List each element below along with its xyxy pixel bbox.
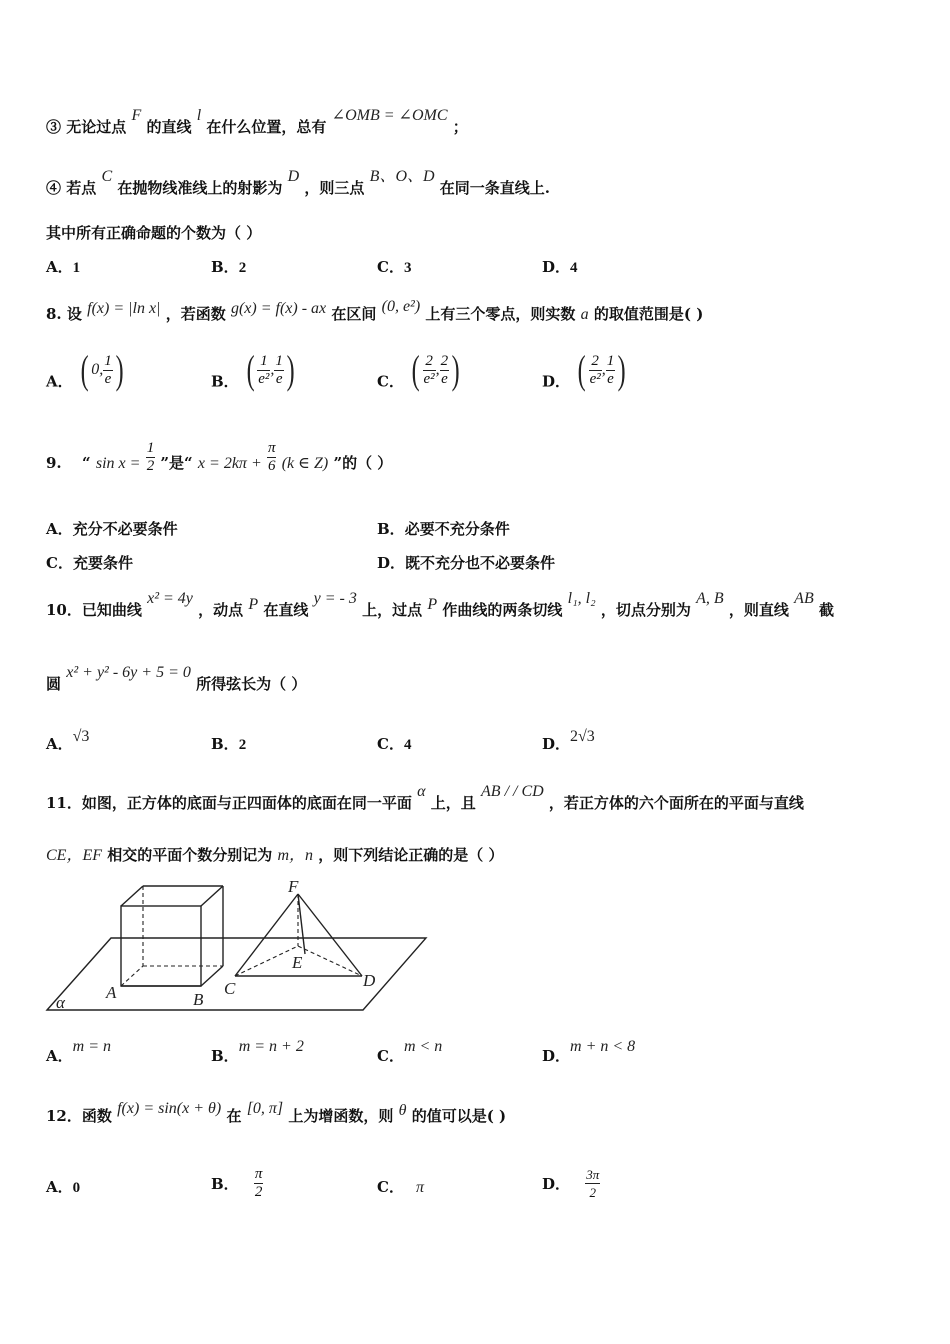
option-value: 1 xyxy=(72,260,81,276)
q10-option-a[interactable] xyxy=(46,728,90,754)
frac-num: 2 xyxy=(423,353,436,371)
option-value: √3 xyxy=(72,728,90,745)
q12-option-a[interactable] xyxy=(46,1176,80,1197)
statement-4-text-2: 在抛物线准线上的射影为 xyxy=(117,179,283,197)
q11-option-a[interactable] xyxy=(46,1038,111,1066)
q8-option-b[interactable] xyxy=(211,347,297,392)
q10-option-b[interactable] xyxy=(211,733,246,754)
q12-option-c[interactable] xyxy=(377,1176,424,1197)
frac-den: 2 xyxy=(589,1185,596,1200)
point-d: D xyxy=(287,168,300,185)
q7-option-c[interactable] xyxy=(377,256,411,277)
frac-den: e² xyxy=(423,370,435,387)
option-label: B． xyxy=(211,735,239,753)
option-label: B． xyxy=(211,258,239,276)
option-label: C． xyxy=(377,1047,404,1065)
tangent-points: A, B xyxy=(696,590,724,607)
frac-num: π xyxy=(267,440,276,456)
q11-option-b[interactable] xyxy=(211,1038,304,1066)
q10-text-8: 圆 xyxy=(46,675,62,693)
option-text: 必要不充分条件 xyxy=(404,520,510,538)
frac-den: e xyxy=(104,370,112,387)
comma: , xyxy=(601,361,606,378)
line-equation: y = - 3 xyxy=(313,590,357,607)
q11-stem-2 xyxy=(46,842,504,865)
point-c: C xyxy=(101,168,113,185)
plane-alpha: α xyxy=(417,783,426,800)
q12-stem xyxy=(46,1100,507,1126)
frac-den: e xyxy=(275,370,283,387)
left-paren: ( xyxy=(577,347,586,392)
q10-text-4: 作曲线的两条切线 xyxy=(442,601,563,619)
option-label: D． xyxy=(542,1175,571,1193)
three-points: B、O、D xyxy=(369,168,435,185)
frac-den: e xyxy=(607,370,614,387)
q12-option-d[interactable] xyxy=(542,1166,600,1201)
frac-den: e xyxy=(441,370,448,387)
q11-text-3: 相交的平面个数分别记为 xyxy=(107,846,273,864)
q10-text-5: ，切点分别为 xyxy=(600,601,691,619)
q9-option-d[interactable] xyxy=(377,552,555,573)
q11-text-2: ，若正方体的六个面所在的平面与直线 xyxy=(548,794,804,812)
frac-num: 3π xyxy=(586,1167,600,1182)
option-text: 充要条件 xyxy=(72,554,133,572)
comma: , xyxy=(270,361,275,378)
q8-option-d[interactable] xyxy=(542,347,629,392)
point-f: F xyxy=(131,107,142,124)
label-f: F xyxy=(288,877,299,896)
q10-option-d[interactable] xyxy=(542,728,595,754)
option-text: 既不充分也不必要条件 xyxy=(405,554,556,572)
statement-3-end: ； xyxy=(452,118,468,136)
left-paren: ( xyxy=(411,347,420,392)
option-value: m = n + 2 xyxy=(238,1038,304,1055)
option-label: A． xyxy=(46,520,73,538)
frac-den: e² xyxy=(589,370,601,387)
left-paren: ( xyxy=(246,347,255,392)
param-a: a xyxy=(580,306,589,323)
q7-option-b[interactable] xyxy=(211,256,246,277)
q7-stem-text: 其中所有正确命题的个数为（ ） xyxy=(46,224,262,242)
q12-option-b[interactable] xyxy=(211,1166,263,1201)
option-label: C． xyxy=(377,372,404,391)
q11-option-d[interactable] xyxy=(542,1038,636,1066)
q8-option-c[interactable] xyxy=(377,347,463,392)
label-alpha: α xyxy=(56,993,65,1012)
q10-stem-2 xyxy=(46,664,307,694)
q8-stem xyxy=(46,298,704,324)
g-definition: g(x) = f(x) - ax xyxy=(230,300,327,317)
option-label: B． xyxy=(377,520,405,538)
q8-option-a[interactable] xyxy=(46,347,126,392)
cube-shape xyxy=(121,886,223,986)
option-label: A． xyxy=(46,258,73,276)
option-label: C． xyxy=(377,258,404,276)
statement-4-text: ④ 若点 xyxy=(46,179,97,197)
right-paren: ) xyxy=(286,347,295,392)
statement-4 xyxy=(46,168,551,198)
frac-num: 2 xyxy=(589,353,602,371)
point-p: P xyxy=(248,596,259,613)
condition-1: sin x = xyxy=(95,455,141,472)
q8-text-3: 上有三个零点，则实数 xyxy=(425,305,576,323)
option-label: A． xyxy=(46,735,73,753)
option-value: 2√3 xyxy=(570,728,595,745)
option-label: C． xyxy=(377,735,404,753)
option-value: 2 xyxy=(238,260,247,276)
label-b: B xyxy=(193,990,204,1009)
statement-3-text-3: 在什么位置，总有 xyxy=(206,118,327,136)
statement-4-end: 在同一条直线上. xyxy=(439,179,551,197)
option-value: 0 xyxy=(72,1180,81,1196)
option-label: D． xyxy=(542,372,571,391)
option-value: 2 xyxy=(238,737,247,753)
angle-equality: ∠OMB = ∠OMC xyxy=(331,107,448,124)
q11-figure xyxy=(40,872,440,1012)
condition-2-domain: (k ∈ Z) xyxy=(281,455,329,472)
statement-3 xyxy=(46,107,468,137)
right-paren: ) xyxy=(451,347,460,392)
line-l: l xyxy=(196,107,202,124)
label-c: C xyxy=(224,979,236,998)
frac-den: 2 xyxy=(254,1184,263,1200)
right-paren: ) xyxy=(115,347,124,392)
comma: , xyxy=(435,361,440,378)
statement-3-text: ③ 无论过点 xyxy=(46,118,127,136)
statement-3-text-2: 的直线 xyxy=(146,118,192,136)
condition-2: x = 2kπ + xyxy=(197,455,262,472)
q11-stem xyxy=(46,783,804,813)
interval: [0, π] xyxy=(246,1100,284,1117)
frac-num: 1 xyxy=(257,353,270,371)
frac-num: 2 xyxy=(440,352,449,369)
q10-text-1: ，动点 xyxy=(198,601,244,619)
option-label: D． xyxy=(542,258,571,276)
q9-option-c[interactable] xyxy=(46,552,133,573)
option-label: B． xyxy=(211,372,239,391)
interval: (0, e²) xyxy=(381,298,421,315)
q8-number: 8. 设 xyxy=(46,305,82,323)
q12-number: 12．函数 xyxy=(46,1107,112,1125)
line-ab: AB xyxy=(794,590,814,607)
q8-text-4: 的取值范围是( ) xyxy=(593,305,704,323)
q10-stem xyxy=(46,590,834,620)
option-label: D． xyxy=(542,1047,571,1065)
option-value: 4 xyxy=(570,260,578,276)
option-value: m = n xyxy=(72,1038,111,1055)
right-paren: ) xyxy=(617,347,626,392)
q10-number: 10．已知曲线 xyxy=(46,601,142,619)
q9-option-b[interactable] xyxy=(377,518,510,539)
q10-text-2: 在直线 xyxy=(263,601,309,619)
option-value: m < n xyxy=(403,1038,443,1055)
option-label: A． xyxy=(46,372,73,391)
interval-left: 0, xyxy=(91,361,104,378)
q8-text-1: ，若函数 xyxy=(165,305,226,323)
option-label: B． xyxy=(211,1047,239,1065)
label-e: E xyxy=(292,953,303,972)
q7-stem xyxy=(46,222,261,243)
q9-number: 9. xyxy=(46,454,62,472)
function-def: f(x) = sin(x + θ) xyxy=(117,1100,222,1117)
cube-hidden-edges xyxy=(121,886,223,986)
option-label: C． xyxy=(377,1178,404,1196)
q10-text-9: 所得弦长为（ ） xyxy=(196,675,307,693)
option-label: D． xyxy=(542,735,571,753)
q12-text-2: 上为增函数，则 xyxy=(288,1107,394,1125)
q9-stem xyxy=(46,440,392,475)
option-text: 充分不必要条件 xyxy=(72,520,178,538)
option-label: B． xyxy=(211,1175,239,1193)
option-label: A． xyxy=(46,1047,73,1065)
counts-mn: m，n xyxy=(277,847,314,864)
lines-ce-ef: CE，EF xyxy=(46,847,102,864)
q12-text-3: 的值可以是( ) xyxy=(411,1107,507,1125)
statement-4-text-3: ，则三点 xyxy=(304,179,365,197)
frac-num: 1 xyxy=(606,352,615,369)
frac-den: 6 xyxy=(267,458,276,474)
q8-text-2: 在区间 xyxy=(331,305,377,323)
frac-num: 1 xyxy=(104,352,112,369)
frac-num: 1 xyxy=(275,352,283,369)
f-definition: f(x) = |ln x| xyxy=(87,300,161,317)
q10-text-7: 截 xyxy=(818,601,834,619)
q9-end: ”的（ ） xyxy=(333,454,393,472)
frac-num: 1 xyxy=(146,440,155,456)
frac-num: π xyxy=(254,1166,263,1182)
q7-option-d[interactable] xyxy=(542,256,578,277)
option-label: D． xyxy=(377,554,406,572)
option-label: C． xyxy=(46,554,73,572)
label-a: A xyxy=(106,983,117,1002)
curve-equation: x² = 4y xyxy=(147,590,193,607)
q7-option-a[interactable] xyxy=(46,256,80,277)
q11-number: 11．如图，正方体的底面与正四面体的底面在同一平面 xyxy=(46,794,412,812)
q10-text-6: ，则直线 xyxy=(728,601,789,619)
q11-text-1: 上，且 xyxy=(430,794,476,812)
q9-option-a[interactable] xyxy=(46,518,178,539)
option-label: A． xyxy=(46,1178,73,1196)
tangent-lines: l₁, l₂ xyxy=(567,590,596,607)
theta: θ xyxy=(398,1102,407,1119)
q11-text-4: ，则下列结论正确的是（ ） xyxy=(318,846,504,864)
frac-den: 2 xyxy=(146,458,155,474)
q12-text-1: 在 xyxy=(226,1107,242,1125)
q9-mid: ”是“ xyxy=(160,454,193,472)
left-paren: ( xyxy=(80,347,89,392)
option-value: m + n < 8 xyxy=(570,1038,636,1055)
q10-option-c[interactable] xyxy=(377,733,411,754)
parallel-condition: AB / / CD xyxy=(481,783,544,800)
frac-den: e² xyxy=(258,370,270,387)
q10-text-3: 上，过点 xyxy=(362,601,423,619)
option-value: π xyxy=(415,1179,424,1196)
point-p-2: P xyxy=(427,596,438,613)
option-value: 4 xyxy=(403,737,412,753)
label-d: D xyxy=(363,971,376,990)
circle-equation: x² + y² - 6y + 5 = 0 xyxy=(66,664,191,681)
option-value: 3 xyxy=(403,260,412,276)
q11-option-c[interactable] xyxy=(377,1038,443,1066)
q9-quote-open: “ xyxy=(82,454,91,472)
